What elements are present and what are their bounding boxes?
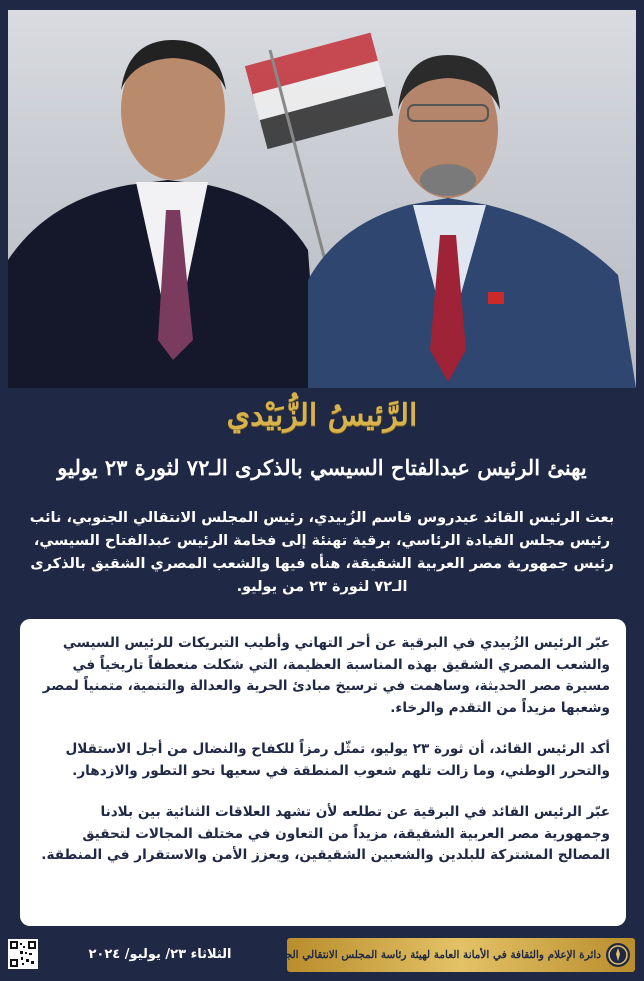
body-paragraph: أكد الرئيس القائد، أن ثورة ٢٣ يوليو، تمثّل رمزاً للكفاح والنضال من أجل الاستقلال والتحرر الوطني، وما زالت تلهم شعوب المنطقة في سعيها نحو التطور والازدهار. [65, 741, 610, 779]
organization-badge [265, 938, 635, 972]
page-headline: يهنئ الرئيس عبدالفتاح السيسي بالذكرى الـ٧٢ لثورة ٢٣ يوليو [57, 455, 587, 480]
body-paragraph: عبّر الرئيس الزُبيدي في البرقية عن أحر التهاني وأطيب التبريكات للرئيس السيسي والشعب المصري الشقيق بهذه المناسبة العظيمة، التي شكلت منعطفاً تاريخياً في مسيرة مصر الحديثة، وساهمت في ترسيخ مبادئ الحرية والعدالة والتنمية، متمنياً لمصر وشعبها مزيداً من التقدم والرخاء. [42, 635, 610, 716]
message-card [20, 619, 626, 926]
organization-name: دائرة الإعلام والثقافة في الأمانة العامة لهيئة رئاسة المجلس الانتقالي الجنوبي [265, 949, 601, 961]
intro-paragraph: بعث الرئيس القائد عيدروس قاسم الزُبيدي، رئيس المجلس الانتقالي الجنوبي، نائب رئيس مجلس القيادة الرئاسي، برقية تهنئة إلى فخامة الرئيس عبدالفتاح السيسي، رئيس جمهورية مصر العربية الشقيقة، هنأه فيها والشعب المصري الشقيق بالذكرى الـ٧٢ لثورة ٢٣ من يوليو. [29, 510, 615, 595]
qr-code-icon[interactable] [8, 939, 38, 969]
date-label: الثلاثاء ٢٣/ يوليو/ ٢٠٢٤ [88, 947, 232, 962]
leaders-photo [8, 10, 636, 388]
body-paragraph: عبّر الرئيس القائد في البرقية عن تطلعه لأن تشهد العلاقات الثنائية بين بلادنا وجمهورية مصر العربية الشقيقة، مزيداً من التعاون في مختلف المجالات لتحقيق المصالح المشتركة للبلدين والشعبين الشقيقين، ويعزز الأمن والاستقرار في المنطقة. [41, 804, 610, 863]
emblem-icon [605, 942, 631, 968]
logo-title: الرَّئيسُ الزُّبَيْدي [226, 398, 418, 433]
